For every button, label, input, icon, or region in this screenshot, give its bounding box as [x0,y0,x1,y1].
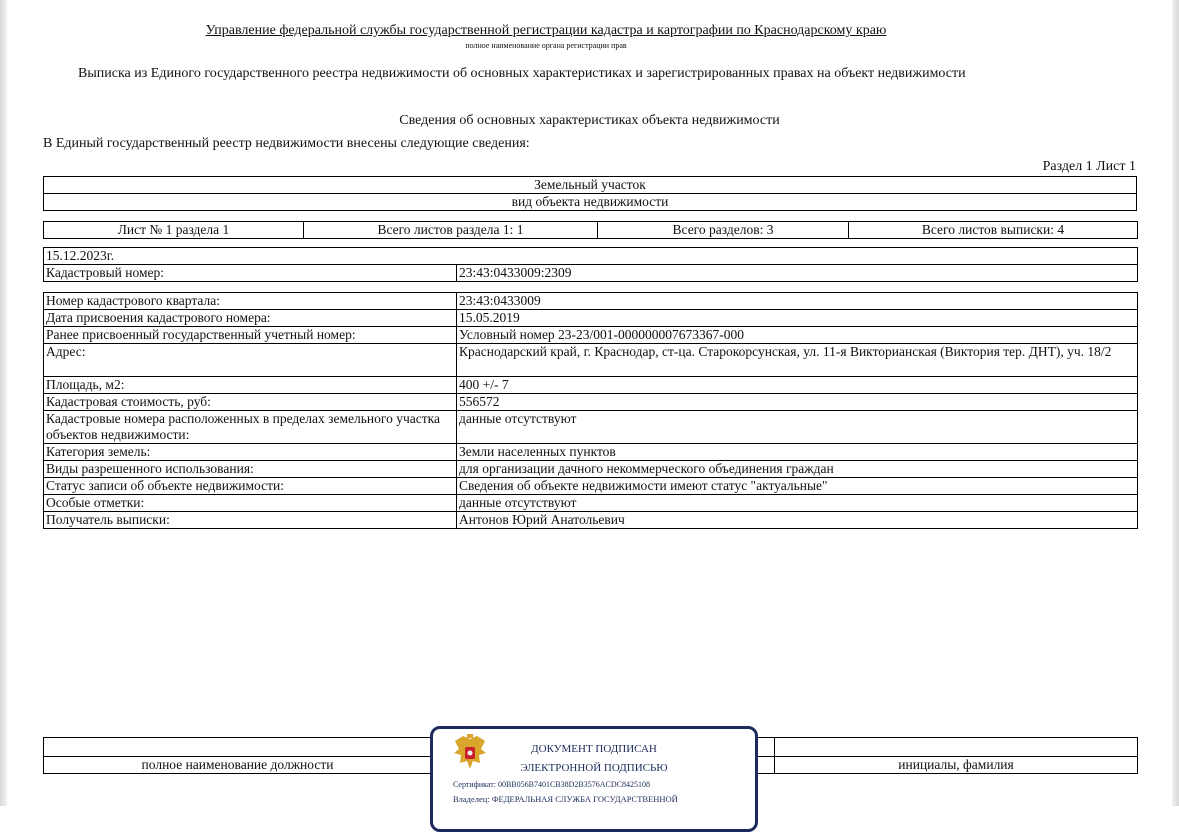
initials-caption: инициалы, фамилия [775,757,1138,774]
detail-value: Краснодарский край, г. Краснодар, ст-ца. Старокорсунская, ул. 11-я Викторианская (Виктория тер. ДНТ), уч. 18/2 [457,344,1138,377]
table-row [44,394,1138,411]
sections-total: Всего разделов: 3 [598,222,849,239]
cadastral-number-label: Кадастровый номер: [44,265,457,282]
stamp-line-signed: ДОКУМЕНТ ПОДПИСАН [531,743,657,755]
org-subtitle: полное наименование органа регистрации прав [465,41,627,50]
detail-value: 556572 [457,394,1138,411]
extract-date: 15.12.2023г. [44,248,1138,265]
stamp-certificate: Сертификат: 00BB056B7401CB38D2B3576ACDC8425108 [453,780,650,789]
detail-label: Кадастровая стоимость, руб: [44,394,457,411]
table-row [44,310,1138,327]
detail-value: Антонов Юрий Анатольевич [457,512,1138,529]
detail-label: Дата присвоения кадастрового номера: [44,310,457,327]
table-row [44,344,1138,377]
object-type-caption: вид объекта недвижимости [44,194,1137,211]
detail-label: Категория земель: [44,444,457,461]
detail-label: Получатель выписки: [44,512,457,529]
detail-value: Земли населенных пунктов [457,444,1138,461]
detail-value: данные отсутствуют [457,495,1138,512]
e-signature-stamp [430,726,758,832]
table-row [44,444,1138,461]
table-row [44,461,1138,478]
detail-label: Кадастровые номера расположенных в пределах земельного участка объектов недвижимости: [44,411,457,444]
org-name: Управление федеральной службы государственной регистрации кадастра и картографии по Краснодарскому краю [205,23,887,38]
detail-value: 400 +/- 7 [457,377,1138,394]
position-cell [44,738,432,757]
table-row [44,478,1138,495]
detail-label: Площадь, м2: [44,377,457,394]
table-row [44,377,1138,394]
sheet-counters-table [43,221,1138,239]
section-sheets-total: Всего листов раздела 1: 1 [304,222,598,239]
sheet-reference: Раздел 1 Лист 1 [1042,159,1136,174]
detail-value: данные отсутствуют [457,411,1138,444]
intro-text: В Единый государственный реестр недвижимости внесены следующие сведения: [43,136,530,151]
position-caption: полное наименование должности [44,757,432,774]
detail-value: Сведения об объекте недвижимости имеют статус "актуальные" [457,478,1138,495]
detail-label: Особые отметки: [44,495,457,512]
detail-value: 15.05.2019 [457,310,1138,327]
detail-label: Номер кадастрового квартала: [44,293,457,310]
detail-label: Виды разрешенного использования: [44,461,457,478]
initials-cell [775,738,1138,757]
detail-label: Статус записи об объекте недвижимости: [44,478,457,495]
details-table [43,292,1138,529]
table-row [44,512,1138,529]
detail-value: для организации дачного некоммерческого объединения граждан [457,461,1138,478]
detail-value: 23:43:0433009 [457,293,1138,310]
cadastral-number-value: 23:43:0433009:2309 [457,265,1138,282]
section-title: Сведения об основных характеристиках объекта недвижимости [399,113,780,128]
detail-value: Условный номер 23-23/001-000000007673367-000 [457,327,1138,344]
document-title: Выписка из Единого государственного реестра недвижимости об основных характеристиках и зарегистрированных правах на объект недвижимости [78,66,966,81]
detail-label: Адрес: [44,344,457,377]
table-row [44,293,1138,310]
detail-label: Ранее присвоенный государственный учетный номер: [44,327,457,344]
cadastral-table [43,247,1138,282]
stamp-owner: Владелец: ФЕДЕРАЛЬНАЯ СЛУЖБА ГОСУДАРСТВЕННОЙ [453,794,678,804]
table-row [44,495,1138,512]
object-type: Земельный участок [44,177,1137,194]
object-type-table [43,176,1137,211]
table-row [44,327,1138,344]
sheet-number: Лист № 1 раздела 1 [44,222,304,239]
table-row [44,411,1138,444]
extract-sheets-total: Всего листов выписки: 4 [849,222,1138,239]
stamp-line-electronic: ЭЛЕКТРОННОЙ ПОДПИСЬЮ [520,762,668,774]
